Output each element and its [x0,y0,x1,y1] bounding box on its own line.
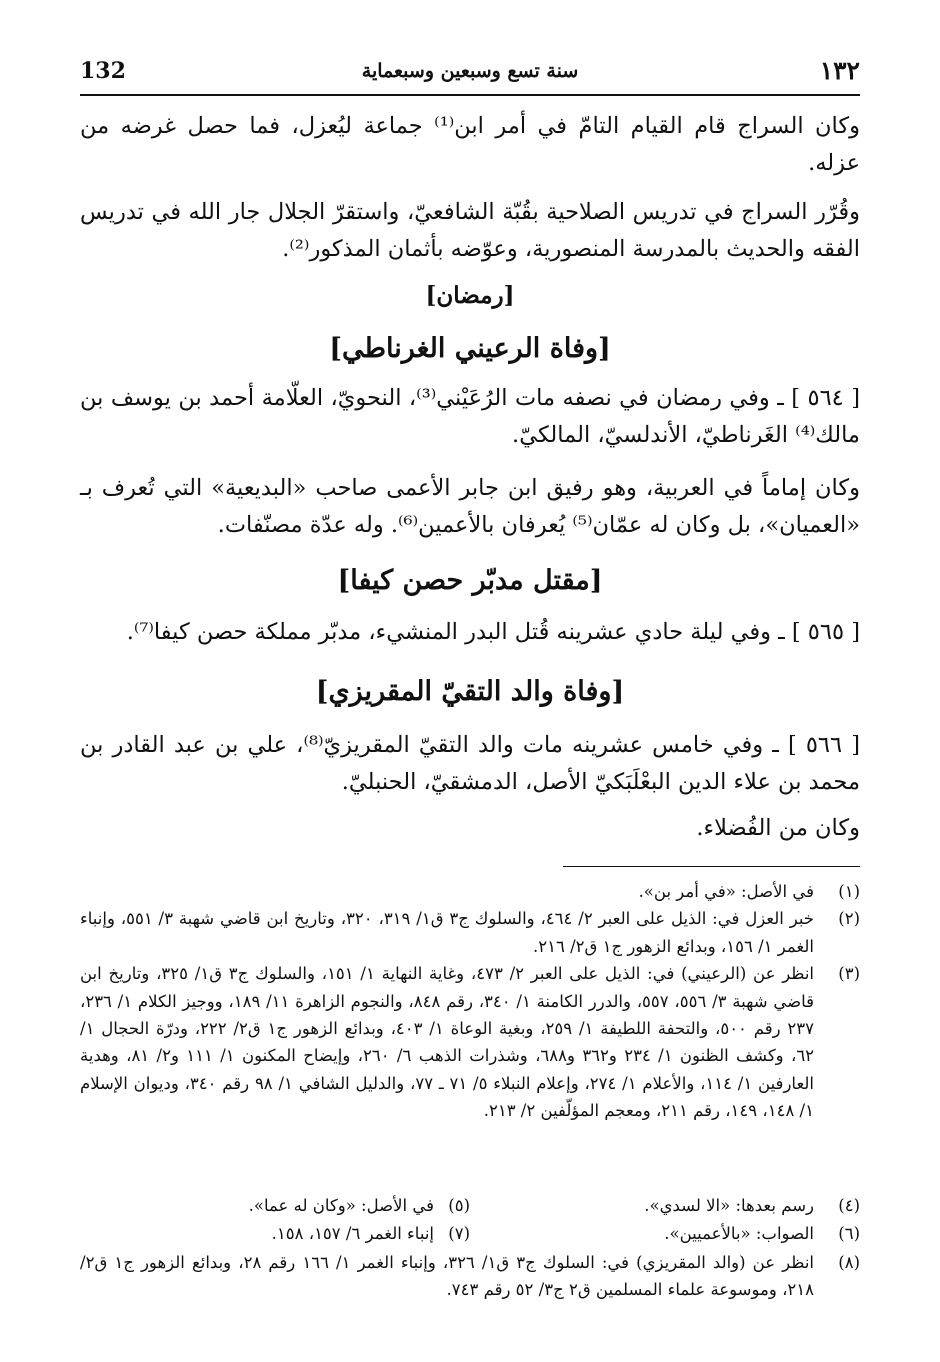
header-rule [80,94,860,96]
paragraph-564-continued: وكان إماماً في العربية، وهو رفيق ابن جابر الأعمى صاحب «البديعية» التي تُعرف بـ «العميان»، بل وكان له عمّان⁽⁵⁾ يُعرفان بالأعمين⁽⁶⁾. وله عدّة مصنّفات. [80,475,860,538]
footnote-5 [80,1192,470,1219]
footnote-number: (٤) [838,1196,860,1215]
running-title: سنة تسع وسبعين وسبعماية [361,60,579,82]
page-number-arabic: ١٣٢ [819,56,860,85]
paragraph-2: وقُرّر السراج في تدريس الصلاحية بقُبّة الشافعيّ، واستقرّ الجلال جار الله في تدريس الفقه والحديث بالمدرسة المنصورية، وعوّضه بأثمان المذكور⁽²⁾. [80,199,860,262]
footnotes-4-5 [80,1192,860,1219]
footnote-text: في الأصل: «وكان له عما». [248,1196,434,1215]
footnotes-6-7 [80,1220,860,1247]
section-heading-maqrizi-father: [وفاة والد التقيّ المقريزي] [315,676,625,707]
footnote-text: انظر عن (الرعيني) في: الذيل على العبر ٢/ ٤٧٣، وغاية النهاية ١/ ١٥١، والسلوك ج٣ ق١/ ٣٢٥، وتاريخ ابن قاضي شهبة ٣/ ٥٥٦، ٥٥٧، والدرر الكامنة ١/ ٣٤٠، رقم ٨٤٨، والنجوم الزاهرة ١١/ ١٨٩، ووجيز الكلام ١/ ٢٣٦، ٢٣٧ رقم ٥٠٠، والتحفة اللطيفة ١/ ٢٥٩، وبغية الوعاة ١/ ٤٠٣، وبدائع الزهور ج١ ق٢/ ٢٢٢، ودرّة الحجال ١/ ٦٢، وكشف الظنون ١/ ٢٣٤ و٣٦٢ و٦٨٨، وشذرات الذهب ٦/ ٢٦٠، وإيضاح المكنون ١/ ١١١ و٢/ ٨١، وهدية العارفين ١/ ١١٤، والأعلام ١/ ٢٧٤، وإعلام النبلاء ٥/ ٧١ ـ ٧٧، والدليل الشافي ١/ ٩٨ رقم ٣٤٠، وديوان الإسلام ١/ ١٤٨، ١٤٩، رقم ٢١١، ومعجم المؤلّفين ٢/ ٢١٣. [80,964,815,1121]
footnote-1 [80,878,860,905]
page-header [80,52,860,92]
footnote-number: (٧) [448,1224,470,1243]
section-heading-hisn-kayfa: [مقتل مدبّر حصن كيفا] [337,565,603,596]
footnote-text: رسم بعدها: «الا لسدي». [644,1196,814,1215]
footnote-6 [470,1220,860,1247]
month-heading: [رمضان] [425,282,515,309]
footnote-text: الصواب: «بالأعميين». [664,1224,814,1243]
entry-564: [ ٥٦٤ ] ـ وفي رمضان في نصفه مات الرُعَيْني⁽³⁾، النحويّ، العلّامة أحمد بن يوسف بن مالك⁽⁴⁾ الغَرناطيّ، الأندلسيّ، المالكيّ. [80,385,860,448]
footnote-2 [80,905,860,960]
footnote-number: (٣) [838,964,860,984]
section-heading-raini: [وفاة الرعيني الغرناطي] [329,333,611,364]
footnote-text: انظر عن (والد المقريزي) في: السلوك ج٣ ق١/ ٣٢٦، وإنباء الغمر ١/ ١٦٦ رقم ٢٨، وبدائع الزهور ج١ ق٢/ ٢١٨، وموسوعة علماء المسلمين ق٢ ج٣/ ٥٢ رقم ٧٤٣. [80,1253,814,1300]
paragraph-566-continued: وكان من الفُضلاء. [696,815,860,841]
footnote-rule [563,866,860,867]
footnote-text: إنباء الغمر ٦/ ١٥٧، ١٥٨. [271,1224,434,1243]
footnotes [80,878,860,1125]
footnote-number: (١) [838,882,860,901]
entry-566: [ ٥٦٦ ] ـ وفي خامس عشرينه مات والد التقيّ المقريزيّ⁽⁸⁾، علي بن عبد القادر بن محمد بن علاء الدين البعْلَبَكيّ الأصل، الدمشقيّ، الحنبليّ. [80,732,860,795]
entry-565: [ ٥٦٥ ] ـ وفي ليلة حادي عشرينه قُتل البدر المنشيء، مدبّر مملكة حصن كيفا⁽⁷⁾. [126,619,860,645]
footnote-7 [80,1220,470,1247]
footnotes-lower [80,1249,860,1304]
footnote-number: (٨) [838,1253,860,1272]
footnote-3 [80,960,860,1124]
footnote-text: خبر العزل في: الذيل على العبر ٢/ ٤٦٤، والسلوك ج٣ ق١/ ٣١٩، ٣٢٠، وتاريخ ابن قاضي شهبة ٣/ ٥٥١، وإنباء الغمر ١/ ١٥٦، وبدائع الزهور ج١ ق٢/ ٢١٦. [80,909,815,956]
footnote-number: (٥) [448,1196,470,1215]
footnote-text: في الأصل: «في أمر بن». [638,882,814,901]
paragraph-1: وكان السراج قام القيام التامّ في أمر ابن⁽¹⁾ جماعة ليُعزل، فما حصل غرضه من عزله. [80,113,860,176]
footnote-4 [470,1192,860,1219]
footnote-number: (٦) [838,1224,860,1243]
page-number-latin: 132 [80,58,126,84]
footnote-number: (٢) [838,909,860,929]
footnote-8 [80,1249,860,1304]
